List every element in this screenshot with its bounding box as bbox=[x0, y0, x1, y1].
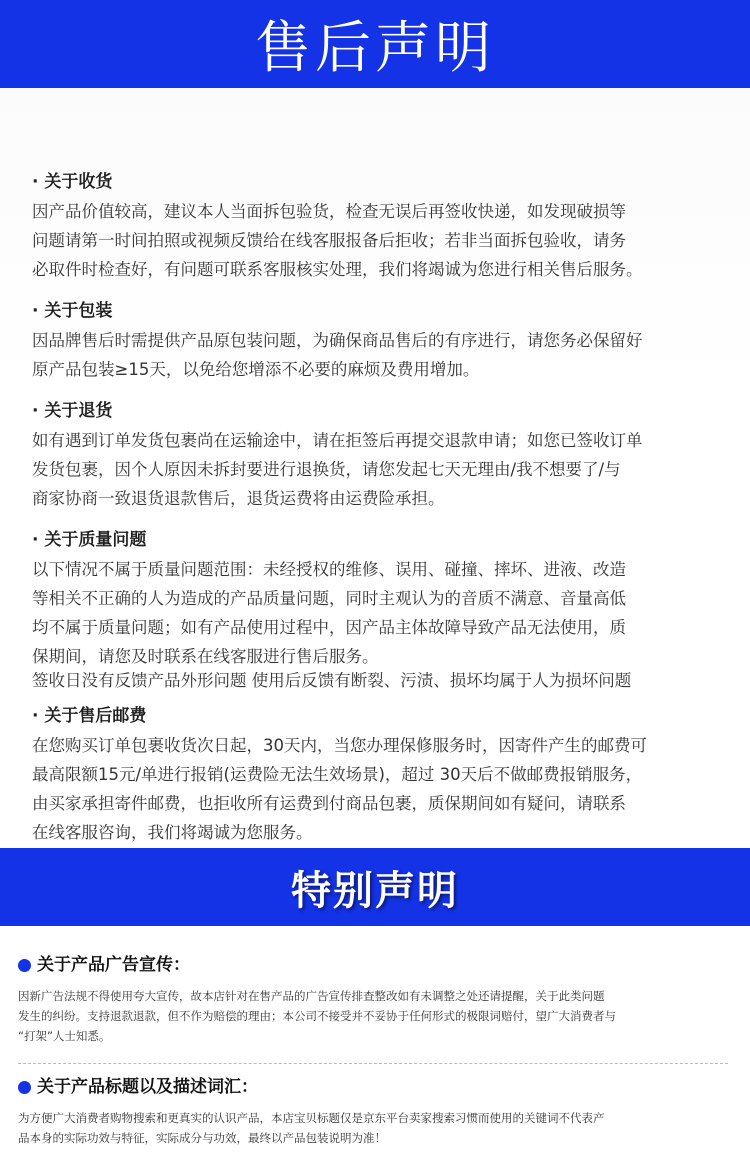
text-line: 问题请第一时间拍照或视频反馈给在线客服报备后拒收；若非当面拆包验收，请务 bbox=[32, 231, 626, 250]
text-line: 均不属于质量问题；如有产品使用过程中，因产品主体故障导致产品无法使用，质 bbox=[32, 618, 626, 637]
section-quality bbox=[32, 528, 732, 671]
after-sales-sections bbox=[0, 88, 750, 845]
section-heading: · 关于收货 bbox=[32, 172, 113, 192]
damage-note: 签收日没有反馈产品外形问题 使用后反馈有断裂、污渍、损坏均属于人为损坏问题 bbox=[32, 671, 632, 690]
section-body bbox=[32, 197, 732, 284]
section-heading: · 关于退货 bbox=[32, 401, 113, 421]
special-banner bbox=[0, 848, 750, 926]
bullet-dot-icon bbox=[18, 1081, 31, 1094]
text-line: 品本身的实际功效与特征，实际成分与功效，最终以产品包装说明为准！ bbox=[18, 1131, 386, 1145]
special-declarations bbox=[0, 926, 750, 1161]
text-line: 等相关不正确的人为造成的产品质量问题，同时主观认为的音质不满意、音量高低 bbox=[32, 589, 626, 608]
text-line: 因新广告法规不得使用夸大宣传，故本店针对在售产品的广告宣传排查整改如有未调整之处还请提醒，关于此类问题 bbox=[18, 989, 605, 1003]
section-heading: · 关于质量问题 bbox=[32, 530, 147, 550]
text-line: 在线客服咨询，我们将竭诚为您服务。 bbox=[32, 823, 313, 842]
text-line: 最高限额15元/单进行报销(运费险无法生效场景)，超过 30天后不做邮费报销服务， bbox=[32, 765, 643, 784]
section-body bbox=[32, 326, 732, 384]
text-line: 保期间，请您及时联系在线客服进行售后服务。 bbox=[32, 647, 379, 666]
decl-title-keywords bbox=[18, 1074, 733, 1148]
text-line: 如有遇到订单发货包裹尚在运输途中，请在拒签后再提交退款申请；如您已签收订单 bbox=[32, 431, 643, 450]
decl-heading bbox=[18, 1074, 733, 1100]
divider bbox=[18, 1063, 728, 1064]
text-line: 原产品包装≥15天，以免给您增添不必要的麻烦及费用增加。 bbox=[32, 360, 480, 379]
section-returns bbox=[32, 399, 732, 513]
special-title: 特别声明 bbox=[291, 867, 459, 914]
section-body bbox=[32, 555, 732, 671]
decl-heading-text: 关于产品广告宣传： bbox=[37, 955, 190, 975]
decl-heading bbox=[18, 952, 733, 978]
bullet-dot-icon bbox=[18, 959, 31, 972]
section-body bbox=[32, 731, 732, 847]
decl-heading-text: 关于产品标题以及描述词汇： bbox=[37, 1077, 258, 1097]
text-line: 发生的纠纷。支持退款退款，但不作为赔偿的理由；本公司不接受并不妥协于任何形式的极限词赔付，望广大消费者与 bbox=[18, 1009, 616, 1023]
text-line: 以下情况不属于质量问题范围：未经授权的维修、误用、碰撞、摔坏、进液、改造 bbox=[32, 560, 626, 579]
section-heading: · 关于包装 bbox=[32, 301, 113, 321]
text-line: 由买家承担寄件邮费，也拒收所有运费到付商品包裹，质保期间如有疑问，请联系 bbox=[32, 794, 626, 813]
section-body bbox=[32, 426, 732, 513]
decl-body bbox=[18, 986, 733, 1046]
text-line: 商家协商一致退货退款售后，退货运费将由运费险承担。 bbox=[32, 489, 445, 508]
decl-advertising bbox=[18, 952, 733, 1046]
text-line: “打架”人士知悉。 bbox=[18, 1029, 111, 1043]
section-postage bbox=[32, 704, 732, 847]
text-line: 发货包裹，因个人原因未拆封要进行退换货，请您发起七天无理由/我不想要了/与 bbox=[32, 460, 621, 479]
section-heading: · 关于售后邮费 bbox=[32, 706, 147, 726]
section-receiving bbox=[32, 170, 732, 284]
text-line: 为方便广大消费者购物搜索和更真实的认识产品，本店宝贝标题仅是京东平台卖家搜索习惯而使用的关键词不代表产 bbox=[18, 1111, 605, 1125]
text-line: 必取件时检查好，有问题可联系客服核实处理，我们将竭诚为您进行相关售后服务。 bbox=[32, 260, 643, 279]
section-packaging bbox=[32, 299, 732, 384]
page-title: 售后声明 bbox=[255, 16, 495, 81]
text-line: 因产品价值较高，建议本人当面拆包验货，检查无误后再签收快递，如发现破损等 bbox=[32, 202, 626, 221]
decl-body bbox=[18, 1108, 733, 1148]
text-line: 在您购买订单包裹收货次日起，30天内，当您办理保修服务时，因寄件产生的邮费可 bbox=[32, 736, 647, 755]
text-line: 因品牌售后时需提供产品原包装问题，为确保商品售后的有序进行，请您务必保留好 bbox=[32, 331, 643, 350]
top-banner bbox=[0, 0, 750, 88]
